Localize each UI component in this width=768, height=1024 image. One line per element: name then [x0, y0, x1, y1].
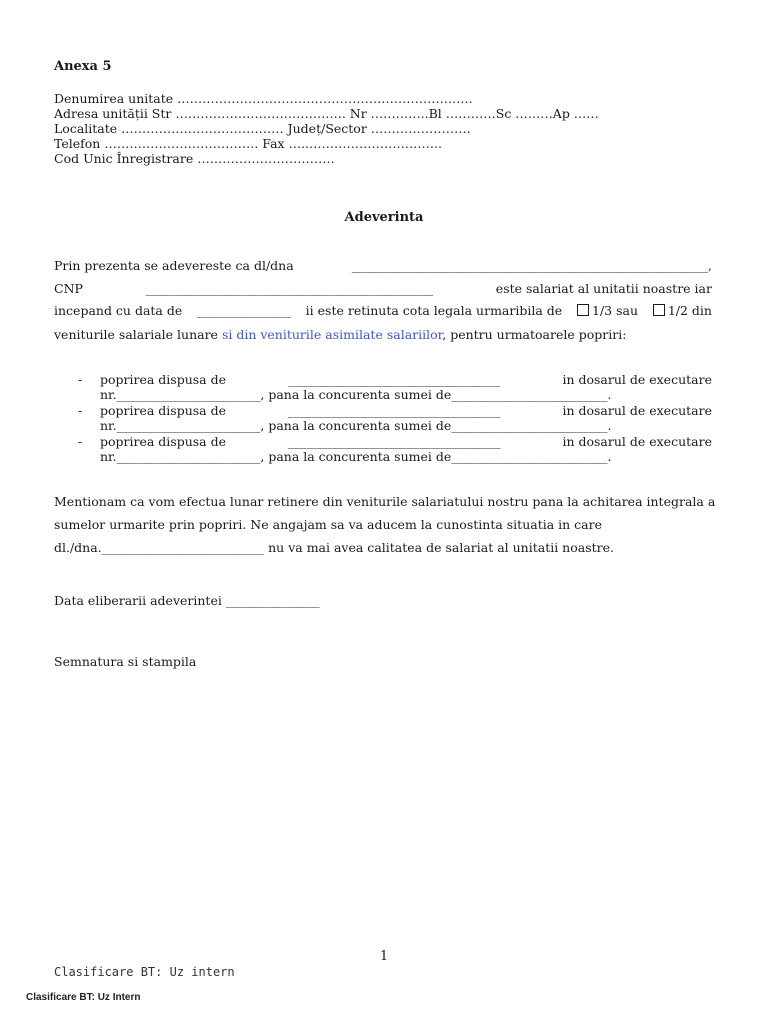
para2-line1: Mentionam ca vom efectua lunar retinere din veniturile salariatului nostru pana la achitarea integrala a [54, 494, 716, 509]
name-blank: _________________________________________________________, [351, 258, 712, 273]
list-item-line1: poprirea dispusa de __________________________________ in dosarul de executare [100, 372, 712, 387]
option-one-half: 1/2 din [653, 303, 712, 318]
issue-date-line: Data eliberarii adeverintei _______________ [54, 593, 320, 608]
annex-label: Anexa 5 [54, 59, 112, 74]
list-bullet: - [78, 372, 83, 387]
list-item-line2: nr._______________________, pana la concurenta sumei de_________________________. [100, 418, 612, 433]
issuer-blank: __________________________________ [287, 372, 501, 387]
checkbox-icon [653, 304, 665, 316]
cnp-label: CNP [54, 281, 83, 296]
list-bullet: - [78, 434, 83, 449]
header-line-phone: Telefon ………………………………. Fax …..………………………….. [54, 136, 442, 151]
page-number: 1 [379, 949, 389, 964]
para1-text: este salariat al unitatii noastre iar [495, 281, 712, 296]
list-item-line1: poprirea dispusa de __________________________________ in dosarul de executare [100, 434, 712, 449]
para1-text: Prin prezenta se adevereste ca dl/dna [54, 258, 294, 273]
header-line-unit-name: Denumirea unitate ………………………………………………………….…. [54, 91, 473, 106]
header-line-address: Adresa unității Str ……………………………….…. Nr …………..Bl …………Sc ………Ap …… [54, 106, 599, 121]
para1-text: incepand cu data de [54, 303, 183, 318]
para1-text: ii este retinuta cota legala urmaribila de [305, 303, 563, 318]
issuer-blank: __________________________________ [287, 434, 501, 449]
signature-label: Semnatura si stampila [54, 654, 197, 669]
highlighted-text: si din veniturile asimilate salariilor [221, 327, 443, 342]
classification-footer: Clasificare BT: Uz intern [54, 965, 235, 979]
para1-line1 [54, 258, 712, 273]
para1-line2 [54, 281, 712, 296]
para1-line3 [54, 303, 712, 318]
classification-footer-bold: Clasificare BT: Uz Intern [26, 992, 141, 1003]
cnp-blank: ______________________________________________ [145, 281, 434, 296]
para1-line4: veniturile salariale lunare si din veniturile asimilate salariilor, pentru urmatoarele popriri: [54, 327, 627, 342]
header-line-cui: Cod Unic Înregistrare …………………………… [54, 151, 335, 166]
list-item-line2: nr._______________________, pana la concurenta sumei de_________________________. [100, 449, 612, 464]
start-date-blank: _______________ [197, 303, 291, 318]
para2-line3: dl./dna.__________________________ nu va mai avea calitatea de salariat al unitatii noastre. [54, 540, 614, 555]
list-item-line2: nr._______________________, pana la concurenta sumei de_________________________. [100, 387, 612, 402]
header-line-locality: Localitate ………………………………… Județ/Sector …………………… [54, 121, 471, 136]
option-one-third: 1/3 sau [577, 303, 638, 318]
document-title: Adeverinta [344, 210, 424, 225]
list-bullet: - [78, 403, 83, 418]
issuer-blank: __________________________________ [287, 403, 501, 418]
checkbox-icon [577, 304, 589, 316]
list-item-line1: poprirea dispusa de __________________________________ in dosarul de executare [100, 403, 712, 418]
para2-line2: sumelor urmarite prin popriri. Ne angajam sa va aducem la cunostinta situatia in care [54, 517, 603, 532]
